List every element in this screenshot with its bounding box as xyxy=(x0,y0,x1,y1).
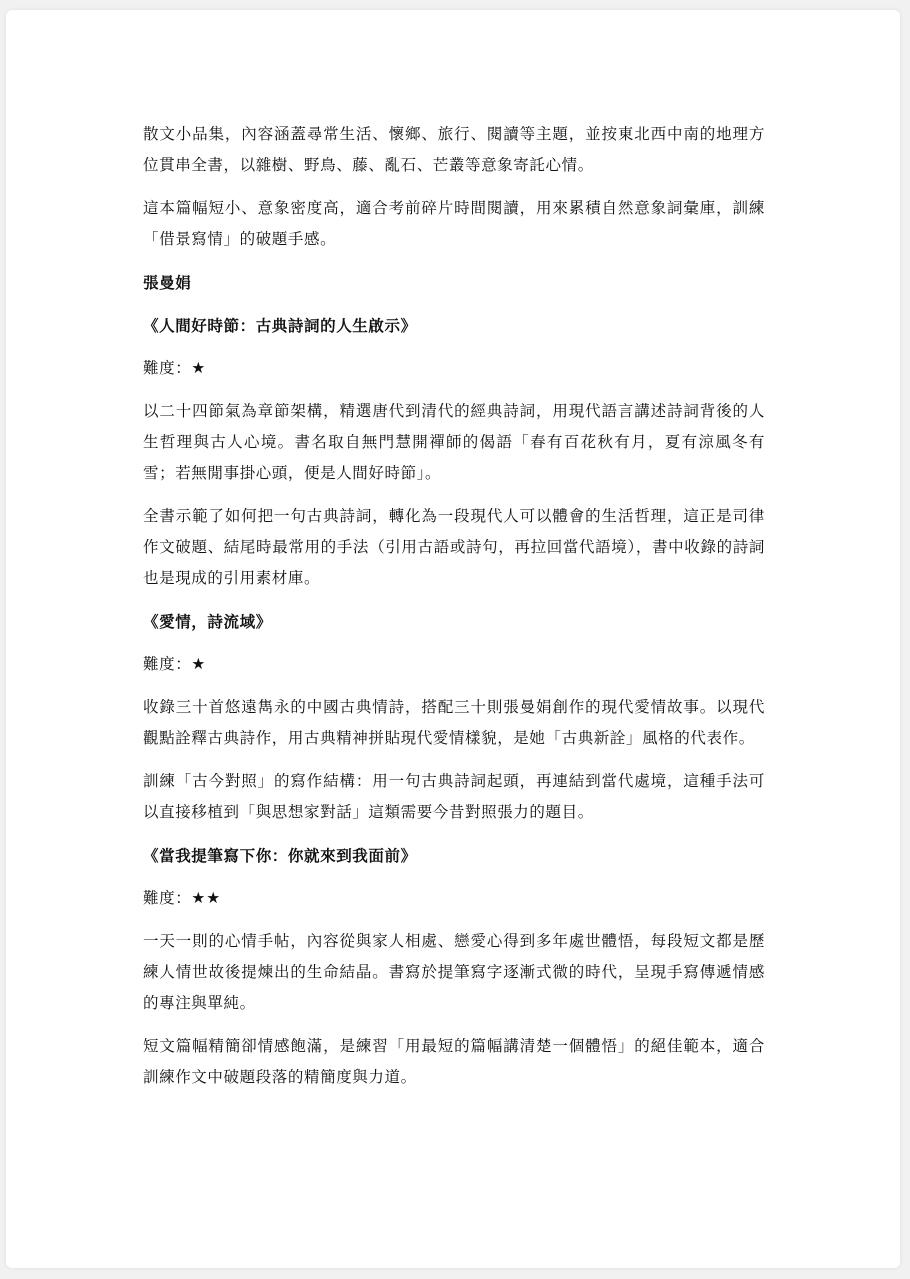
intro-note: 這本篇幅短小、意象密度高，適合考前碎片時間閱讀，用來累積自然意象詞彙庫，訓練「借景寫情」的破題手感。 xyxy=(143,199,765,248)
book-title-3: 《當我提筆寫下你：你就來到我面前》 xyxy=(143,846,417,865)
document-page xyxy=(6,10,900,1268)
star-rating-icon: ★★ xyxy=(191,889,222,907)
document-content xyxy=(143,119,765,1105)
star-rating-icon: ★ xyxy=(191,359,207,377)
difficulty-label: 難度： xyxy=(143,889,192,907)
book-title-2: 《愛情，詩流域》 xyxy=(143,612,272,631)
book-1-summary: 以二十四節氣為章節架構，精選唐代到清代的經典詩詞，用現代語言講述詩詞背後的人生哲理與古人心境。書名取自無門慧開禪師的偈語「春有百花秋有月，夏有涼風冬有雪；若無閒事掛心頭，便是人間好時節」。 xyxy=(143,402,765,482)
difficulty-label: 難度： xyxy=(143,655,192,673)
book-2-note: 訓練「古今對照」的寫作結構：用一句古典詩詞起頭，再連結到當代處境，這種手法可以直接移植到「與思想家對話」這類需要今昔對照張力的題目。 xyxy=(143,772,765,821)
intro-summary: 散文小品集，內容涵蓋尋常生活、懷鄉、旅行、閱讀等主題，並按東北西中南的地理方位貫串全書，以雜樹、野鳥、藤、亂石、芒叢等意象寄託心情。 xyxy=(143,125,765,174)
difficulty-label: 難度： xyxy=(143,359,192,377)
author-name: 張曼娟 xyxy=(143,273,192,292)
difficulty-1 xyxy=(143,353,765,384)
difficulty-2 xyxy=(143,649,765,680)
book-3-note: 短文篇幅精簡卻情感飽滿，是練習「用最短的篇幅講清楚一個體悟」的絕佳範本，適合訓練作文中破題段落的精簡度與力道。 xyxy=(143,1037,765,1086)
book-2-summary: 收錄三十首悠遠雋永的中國古典情詩，搭配三十則張曼娟創作的現代愛情故事。以現代觀點詮釋古典詩作，用古典精神拼貼現代愛情樣貌，是她「古典新詮」風格的代表作。 xyxy=(143,698,765,747)
book-3-summary: 一天一則的心情手帖，內容從與家人相處、戀愛心得到多年處世體悟，每段短文都是歷練人情世故後提煉出的生命結晶。書寫於提筆寫字逐漸式微的時代，呈現手寫傳遞情感的專注與單純。 xyxy=(143,932,765,1012)
book-title-1: 《人間好時節：古典詩詞的人生啟示》 xyxy=(143,316,417,335)
book-1-note: 全書示範了如何把一句古典詩詞，轉化為一段現代人可以體會的生活哲理，這正是司律作文破題、結尾時最常用的手法（引用古語或詩句，再拉回當代語境），書中收錄的詩詞也是現成的引用素材庫。 xyxy=(143,507,765,587)
difficulty-3 xyxy=(143,883,765,914)
star-rating-icon: ★ xyxy=(191,655,207,673)
